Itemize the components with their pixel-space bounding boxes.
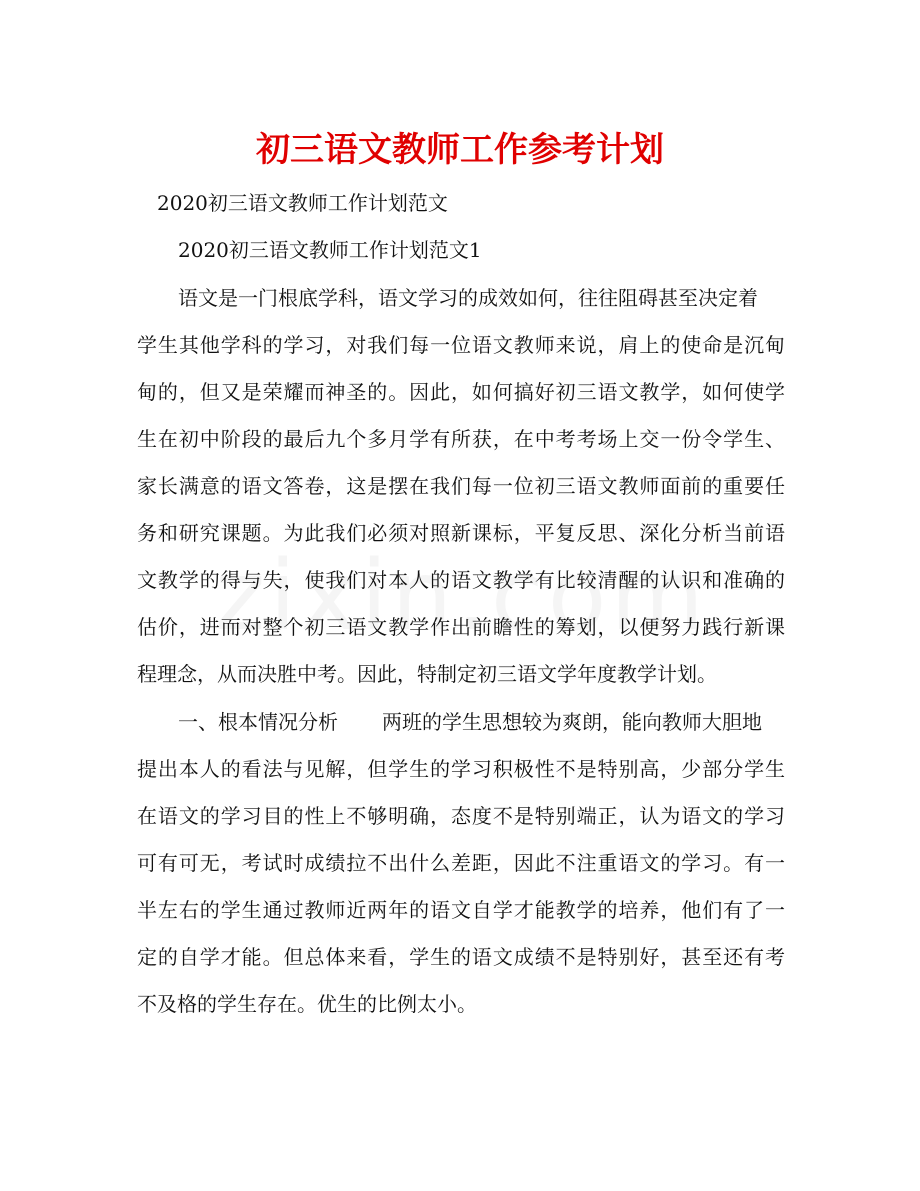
- paragraph-1-line: 程理念，从而决胜中考。因此，特制定初三语文学年度教学计划。: [137, 662, 717, 686]
- document-subtitle: 2020初三语文教师工作计划范文: [157, 191, 448, 215]
- paragraph-1-line: 生在初中阶段的最后九个多月学有所获，在中考考场上交一份令学生、: [137, 427, 785, 451]
- paragraph-2-line: 定的自学才能。但总体来看，学生的语文成绩不是特别好，甚至还有考: [137, 945, 785, 969]
- paragraph-1-line: 文教学的得与失，使我们对本人的语文教学有比较清醒的认识和准确的: [137, 568, 785, 592]
- paragraph-2-line: 提出本人的看法与见解，但学生的学习积极性不是特别高，少部分学生: [137, 757, 785, 781]
- section-heading: 2020初三语文教师工作计划范文1: [178, 238, 482, 262]
- section-1-heading: 一、根本情况分析: [178, 710, 338, 734]
- paragraph-2-line: 两班的学生思想较为爽朗，能向教师大胆地: [382, 710, 762, 734]
- paragraph-1-line: 估价，进而对整个初三语文教学作出前瞻性的筹划，以便努力践行新课: [137, 615, 785, 639]
- paragraph-1-line: 甸的，但又是荣耀而神圣的。因此，如何搞好初三语文教学，如何使学: [137, 380, 785, 404]
- paragraph-2-line: 可有可无，考试时成绩拉不出什么差距，因此不注重语文的学习。有一: [137, 851, 785, 875]
- document-title: 初三语文教师工作参考计划: [256, 130, 664, 170]
- paragraph-2-line: 不及格的学生存在。优生的比例太小。: [137, 992, 477, 1016]
- paragraph-2-line: 在语文的学习目的性上不够明确，态度不是特别端正，认为语文的学习: [137, 804, 785, 828]
- paragraph-1-line: 学生其他学科的学习，对我们每一位语文教师来说，肩上的使命是沉甸: [137, 333, 785, 357]
- paragraph-2-line: 半左右的学生通过教师近两年的语文自学才能教学的培养，他们有了一: [137, 898, 785, 922]
- paragraph-1-line: 务和研究课题。为此我们必须对照新课标，平复反思、深化分析当前语: [137, 521, 785, 545]
- paragraph-1-line: 语文是一门根底学科，语文学习的成效如何，往往阻碍甚至决定着: [178, 286, 758, 310]
- paragraph-1-line: 家长满意的语文答卷，这是摆在我们每一位初三语文教师面前的重要任: [137, 474, 785, 498]
